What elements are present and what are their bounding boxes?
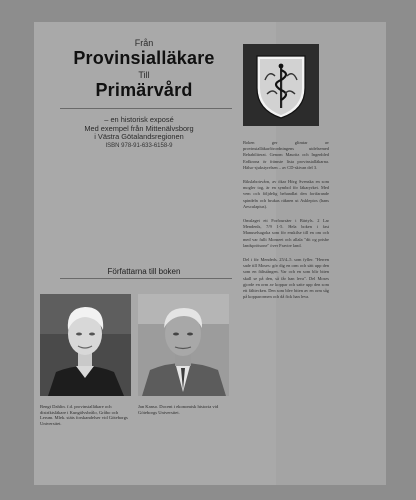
title-from: Från <box>134 38 154 48</box>
title-to: Till <box>138 70 150 80</box>
subtitle-line: Med exempel från Mittenälvsborg <box>84 123 194 133</box>
isbn: ISBN 978-91-633-6158-9 <box>105 142 173 149</box>
title-line-1: Provinsialläkare <box>73 48 215 68</box>
author-2-caption: Jan Kanso. Docent i ekonomisk historia vid Göteborgs Universitet. <box>138 404 219 415</box>
sidebar-paragraph: Del i för Mendeds. 25/4–5. som fyller. "Herren sade till Moses: gör dig en orm och sätt upp den som en fältstången. Var och en som blir biten skall se på den, så får han leva". Del Moses gjorde en orm av koppar och satte upp den som ett fälttecken. Den som blev biten av en orm såg på kopparormen och då fick han leva. <box>243 257 329 300</box>
sidebar-paragraph: Rikslabotrvårn, av ökar Hörg Svenska en som mogler tog, är en symbol för läkaryrket. Med vem och följdelig behandlat den fortfarande spindeln och brukas räknen ut Asklepios (hans Aesculapius). <box>243 179 329 209</box>
subtitle-line: i Västra Götalandsregionen <box>94 132 184 142</box>
title-divider <box>60 108 232 109</box>
author-1-caption: Bengt Dahlin. f.d. provinsialläkare och distriktsläkare i Kungälvsbrålo, Gråbo och Lerum. Mlek. stäts forskandelser vid Göteborgs Universitet. <box>40 404 128 426</box>
author-photo-1 <box>40 294 131 396</box>
sidebar-text-column <box>243 140 329 308</box>
sidebar-paragraph: Boken ger glimtar av provinsialläkarförordningens utdelsemed Rehabiliterat. Genom Mauritz och Ingenbled Erdkrona ör främste lista provinsialläkarna. Hälso-sjukstyrelsen – av CD-skivan del 3. <box>243 140 329 170</box>
title-line-2: Primärvård <box>95 80 193 100</box>
author-photo-2 <box>138 294 229 396</box>
emblem-box <box>243 44 319 126</box>
authors-heading: Författarna till boken <box>107 267 181 276</box>
authors-divider <box>60 278 232 279</box>
sidebar-paragraph: Omslaget ett Forfoursäer i Bärtyls. 2 Lar Mendenls, 7/9 1-5. Hela boken i fast Manuselsagoka som för enskilse till en om och med var fullt Monseet och allala "dit og prisbe landsprötsone" över Fravire land. <box>243 218 329 248</box>
subtitle-line: – en historisk exposé <box>104 115 174 124</box>
book-cover-page <box>34 22 386 485</box>
subtitle-block <box>64 116 214 150</box>
